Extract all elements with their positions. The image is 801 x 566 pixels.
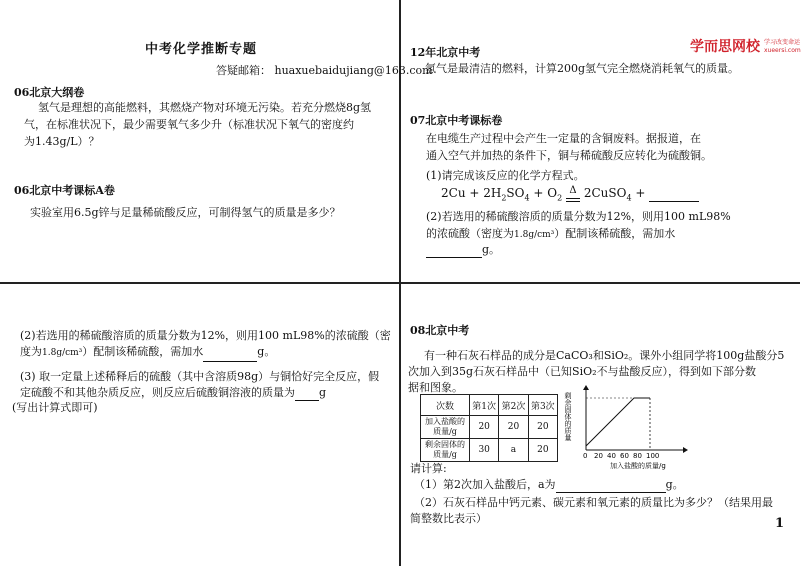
chemical-equation: $2Cu + 2H_2SO_4 + O_2$ $^\Delta$ 2CuSO$_4$ + [441, 186, 699, 202]
question-part: （2）石灰石样品中钙元素、碳元素和氧元素的质量比为多少？（结果用最 [414, 496, 773, 509]
x-tick: 80 [633, 452, 642, 460]
x-tick: 60 [620, 452, 629, 460]
question-text: 有一种石灰石样品的成分是CaCO₃和SiO₂。课外小组同学将100g盐酸分5 [424, 349, 785, 362]
question-part: (3) 取一定量上述稀释后的硫酸（其中含溶质98g）与铜恰好完全反应，假 [20, 370, 380, 383]
question-text: g。 [426, 241, 500, 258]
question-part: （1）第2次加入盐酸后，a为 g。 [414, 478, 684, 491]
section-heading: 12年北京中考 [410, 46, 481, 59]
page-number: 1 [775, 516, 785, 531]
question-part: (2)若选用的稀硫酸溶质的质量分数为12%，则用100 mL98%的浓硫酸（密 [20, 329, 391, 342]
answer-blank[interactable] [556, 480, 666, 493]
y-axis-label: 剩余固体的质量 [564, 392, 572, 441]
question-text: 定硫酸不和其他杂质反应，则反应后硫酸铜溶液的质量为 g [20, 386, 327, 399]
x-tick: 100 [646, 452, 660, 460]
solid-mass-graph [566, 384, 690, 474]
answer-blank[interactable] [203, 349, 257, 362]
question-text: 氢气是理想的高能燃料，其燃烧产物对环境无污染。若充分燃烧8g氢 [38, 101, 372, 114]
question-part: (1)请完成该反应的化学方程式。 [426, 169, 585, 182]
answer-blank[interactable] [649, 189, 699, 202]
x-tick: 20 [594, 452, 603, 460]
section-heading: 06北京中考课标A卷 [14, 184, 115, 197]
table-row: 加入盐酸的质量/g 20 20 20 [421, 416, 558, 439]
answer-blank[interactable] [426, 245, 482, 258]
table-row: 剩余固体的质量/g 30 a 20 [421, 439, 558, 462]
question-text: 通入空气并加热的条件下，铜与稀硫酸反应转化为硫酸铜。 [426, 149, 712, 162]
question-text: 简整数比表示） [410, 512, 487, 525]
question-text: 实验室用6.5g锌与足量稀硫酸反应，可制得氢气的质量是多少？ [30, 206, 341, 219]
question-note: (写出计算式即可) [12, 401, 98, 414]
brand-url: xueersi.com [764, 47, 801, 54]
brand-logo [690, 36, 760, 56]
brand-slogan: 学习改变命运 [764, 39, 801, 46]
graph-line [586, 398, 650, 446]
email-line: 答疑邮箱： huaxuebaidujiang@163.com [216, 64, 433, 77]
question-text: 在电缆生产过程中会产生一定量的含铜废料。据报道，在 [426, 132, 701, 145]
horizontal-divider [0, 282, 800, 284]
x-axis-label: 加入盐酸的质量/g [610, 462, 666, 470]
question-text: 为1.43g/L）？ [24, 135, 100, 148]
question-prompt: 请计算: [410, 462, 447, 475]
x-tick: 40 [607, 452, 616, 460]
section-heading: 06北京大纲卷 [14, 86, 85, 99]
brand-name: 学而思网校 [690, 39, 760, 55]
section-heading: 08北京中考 [410, 324, 470, 337]
question-text: 度为1.8g/cm³）配制该稀硫酸，需加水 g。 [20, 343, 275, 362]
slide-title: 中考化学推断专题 [145, 42, 258, 57]
x-axis-arrow [683, 447, 688, 453]
section-heading: 07北京中考课标卷 [410, 114, 503, 127]
table-row: 次数 第1次 第2次 第3次 [421, 395, 558, 416]
question-text: 据和图象。 [408, 381, 463, 394]
y-axis-arrow [583, 385, 589, 390]
question-part: (2)若选用的稀硫酸溶质的质量分数为12%，则用100 mL98% [426, 210, 731, 223]
question-text: 次加入到35g石灰石样品中（已知SiO₂不与盐酸反应），得到如下部分数 [408, 365, 757, 378]
answer-blank[interactable] [295, 388, 319, 401]
data-table [420, 394, 558, 462]
question-text: 的浓硫酸（密度为1.8g/cm³）配制该稀硫酸，需加水 [426, 227, 676, 240]
question-text: 氢气是最清洁的燃料，计算200g氢气完全燃烧消耗氧气的质量。 [425, 62, 740, 75]
x-tick: 0 [583, 452, 588, 460]
heat-symbol: Δ [566, 186, 580, 200]
question-text: 气，在标准状况下，最少需要氧气多少升（标准状况下氧气的密度约 [24, 118, 354, 131]
